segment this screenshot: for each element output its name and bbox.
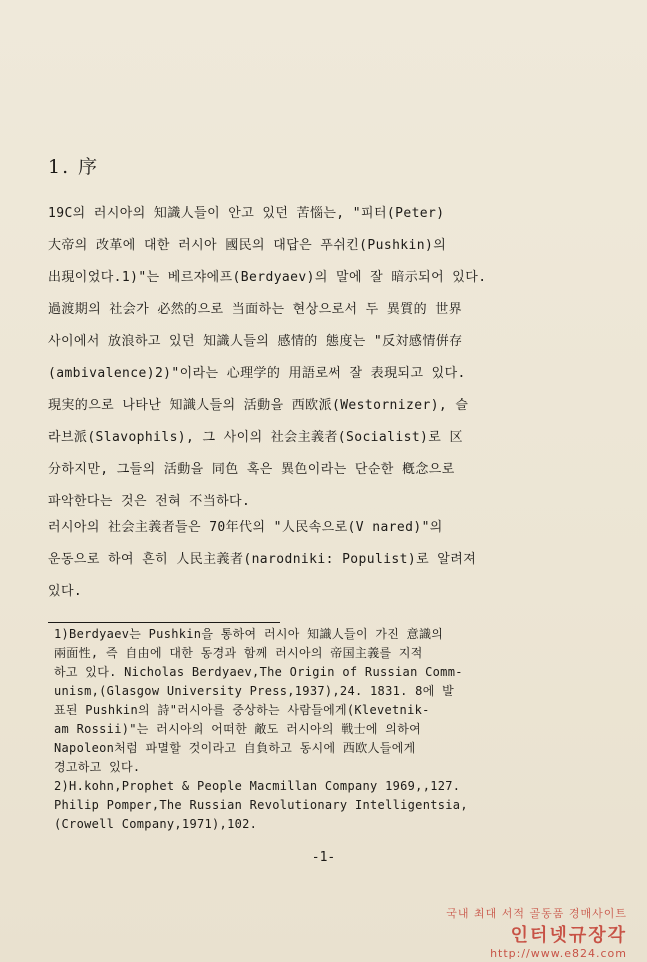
- footnote-line: Napoleon처럼 파멸할 것이라고 自負하고 동시에 西欧人들에게: [54, 741, 416, 755]
- text-line: 出現이었다.1)"는 베르쟈에프(Berdyaev)의 말에 잘 暗示되어 있다.: [48, 270, 487, 285]
- text-line: 大帝의 改革에 대한 러시아 國民의 대답은 푸쉬킨(Pushkin)의: [48, 238, 447, 253]
- paragraph-2: [48, 512, 558, 608]
- page-number: -1-: [311, 850, 336, 865]
- text-line: 사이에서 放浪하고 있던 知識人들의 感情的 態度는 "反対感情倂存: [48, 334, 463, 349]
- text-line: 운동으로 하여 흔히 人民主義者(narodniki: Populist)로 알려져: [48, 552, 477, 567]
- text-line: 라브派(Slavophils), 그 사이의 社会主義者(Socialist)로 区: [48, 430, 463, 445]
- text-line: 있다.: [48, 584, 83, 599]
- text-line: 現実的으로 나타난 知識人들의 活動을 西欧派(Westornizer), 슬: [48, 398, 469, 413]
- section-heading: 1. 序: [48, 156, 100, 178]
- footnote-line: unism,(Glasgow University Press,1937),24. 1831. 8에 발: [54, 684, 455, 698]
- text-line: 19C의 러시아의 知識人들이 안고 있던 苦惱는, "피터(Peter): [48, 206, 445, 221]
- footnote-line: 1)Berdyaev는 Pushkin을 통하여 러시아 知識人들이 가진 意識의: [54, 627, 444, 641]
- footnote-line: 표된 Pushkin의 詩"러시아를 중상하는 사람들에게(Klevetnik-: [54, 703, 430, 717]
- text-line: 러시아의 社会主義者들은 70年代의 "人民속으로(V nared)"의: [48, 520, 443, 535]
- footnote-line: 하고 있다. Nicholas Berdyaev,The Origin of Russian Comm-: [54, 665, 463, 679]
- footnote-line: (Crowell Company,1971),102.: [54, 817, 258, 831]
- text-line: (ambivalence)2)"이라는 心理学的 用語로써 잘 表現되고 있다.: [48, 366, 466, 381]
- footnote-line: am Rossii)"는 러시아의 어떠한 敵도 러시아의 戦士에 의하여: [54, 722, 421, 736]
- footnotes: [54, 625, 574, 834]
- text-line: 過渡期의 社会가 必然的으로 当面하는 현상으로서 두 異質的 世界: [48, 302, 463, 317]
- watermark-tagline: 국내 최대 서적 골동품 경매사이트: [446, 907, 627, 920]
- footnote-2: [54, 777, 574, 834]
- footnote-line: 2)H.kohn,Prophet & People Macmillan Company 1969,,127.: [54, 779, 461, 793]
- watermark: [446, 905, 627, 960]
- watermark-name: 인터넷규장각: [510, 925, 627, 946]
- footnote-1: [54, 625, 574, 777]
- footnote-line: 경고하고 있다.: [54, 760, 141, 774]
- text-line: 파악한다는 것은 전혀 不当하다.: [48, 494, 251, 509]
- footnote-divider: [48, 622, 280, 623]
- paragraph-1: [48, 198, 558, 518]
- watermark-url: http://www.e824.com: [490, 947, 627, 960]
- text-line: 分하지만, 그들의 活動을 同色 혹은 異色이라는 단순한 槪念으로: [48, 462, 455, 477]
- footnote-line: 兩面性, 즉 自由에 대한 동경과 함께 러시아의 帝国主義를 지적: [54, 646, 423, 660]
- footnote-line: Philip Pomper,The Russian Revolutionary Intelligentsia,: [54, 798, 468, 812]
